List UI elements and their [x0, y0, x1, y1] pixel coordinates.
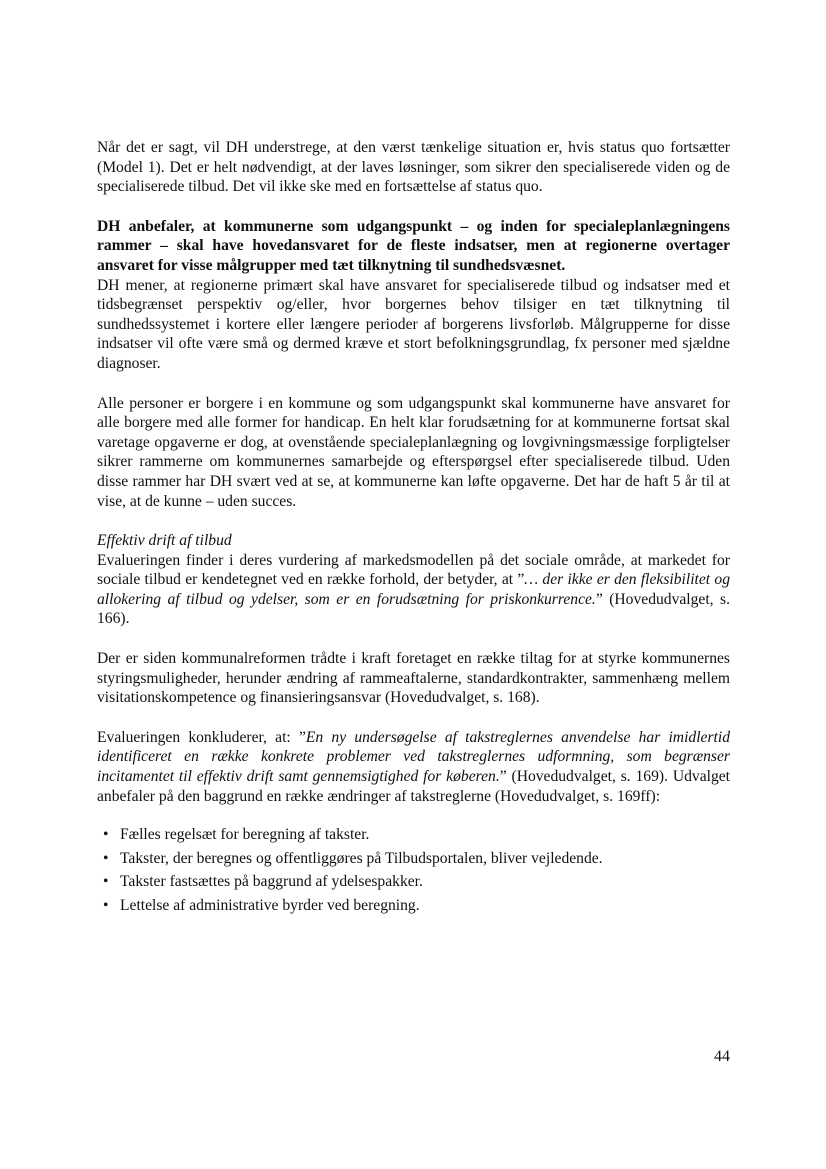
bullet-icon: •	[103, 873, 109, 891]
list-item: • Lettelse af administrative byrder ved beregning.	[97, 894, 730, 918]
paragraph-municipalities: Alle personer er borgere i en kommune og som udgangspunkt skal kommunerne have ansvaret for alle borgere med alle former for handicap. En helt klar forudsætning for at kommunerne fortsat skal varetage opgaverne er dog, at ovenstående specialeplanlægning og lovgivningsmæssige forpligtelser sikrer rammerne om kommunernes samarbejde og efterspørgsel efter specialiserede tilbud. Uden disse rammer har DH svært ved at se, at kommunerne kan løfte opgaverne. Det har de haft 5 år til at vise, at de kunne – uden succes.	[97, 394, 730, 510]
section-title: Effektiv drift af tilbud	[97, 532, 232, 550]
bullet-icon: •	[103, 849, 109, 867]
conclusion-source: ” (Hovedudvalget, s. 169). Udvalget anbefaler på den baggrund en række ændringer af takstreglerne (Hovedudvalget, s. 169ff):	[97, 768, 730, 805]
paragraph-reform: Der er siden kommunalreformen trådte i kraft foretaget en række tiltag for at styrke kommunernes styringsmuligheder, herunder ændring af rammeaftalerne, standardkontrakter, sammenhæng mellem visitationskompetence og finansieringsansvar (Hovedudvalget, s. 168).	[97, 650, 730, 707]
page-number: 44	[714, 1048, 730, 1065]
list-item: • Takster fastsættes på baggrund af ydelsespakker.	[97, 870, 730, 894]
market-model-quote: … der ikke er den fleksibilitet og allokering af tilbud og ydelser, som er en forudsætning for priskonkurrence.	[97, 571, 730, 608]
document-page	[97, 138, 730, 917]
paragraph-regions: DH mener, at regionerne primært skal have ansvaret for specialiserede tilbud og indsatser med et tidsbegrænset perspektiv og/eller, hvor borgernes behov tilsiger en tæt tilknytning til sundhedssystemet i kortere eller længere perioder af borgerens livsforløb. Målgrupperne for disse indsatser vil ofte være små og dermed kræve et stort befolkningsgrundlag, fx personer med sjældne diagnoser.	[97, 276, 730, 372]
paragraph-conclusion	[97, 728, 730, 806]
list-item: • Takster, der beregnes og offentliggøres på Tilbudsportalen, bliver vejledende.	[97, 847, 730, 871]
paragraph-status-quo: Når det er sagt, vil DH understrege, at den værst tænkelige situation er, hvis status quo fortsætter (Model 1). Det er helt nødvendigt, at der laves løsninger, som sikrer den specialiserede viden og de specialiserede tilbud. Det vil ikke ske med en fortsættelse af status quo.	[97, 139, 730, 196]
conclusion-quote: En ny undersøgelse af takstreglernes anvendelse har imidlertid identificeret en række konkrete problemer ved takstreglernes udformning, som begrænser incitamentet til effektiv drift samt gennemsigtighed for køberen.	[97, 728, 730, 786]
list-item: • Fælles regelsæt for beregning af takster.	[97, 823, 730, 847]
recommendation-list	[97, 823, 730, 917]
paragraph-market-model	[97, 551, 730, 629]
market-model-intro: Evalueringen finder i deres vurdering af markedsmodellen på det sociale område, at markedet for sociale tilbud er kendetegnet ved en række forhold, der betyder, at ”	[97, 551, 730, 589]
recommendation-heading: DH anbefaler, at kommunerne som udgangspunkt – og inden for specialeplanlægningens rammer – skal have hovedansvaret for de fleste indsatser, men at regionerne overtager ansvaret for visse målgrupper med tæt tilknytning til sundhedsvæsnet.	[97, 217, 730, 274]
conclusion-intro: Evalueringen konkluderer, at: ”	[97, 728, 306, 746]
bullet-icon: •	[103, 826, 109, 844]
market-model-source: ” (Hovedudvalget, s. 166).	[97, 590, 731, 628]
bullet-icon: •	[103, 896, 109, 914]
